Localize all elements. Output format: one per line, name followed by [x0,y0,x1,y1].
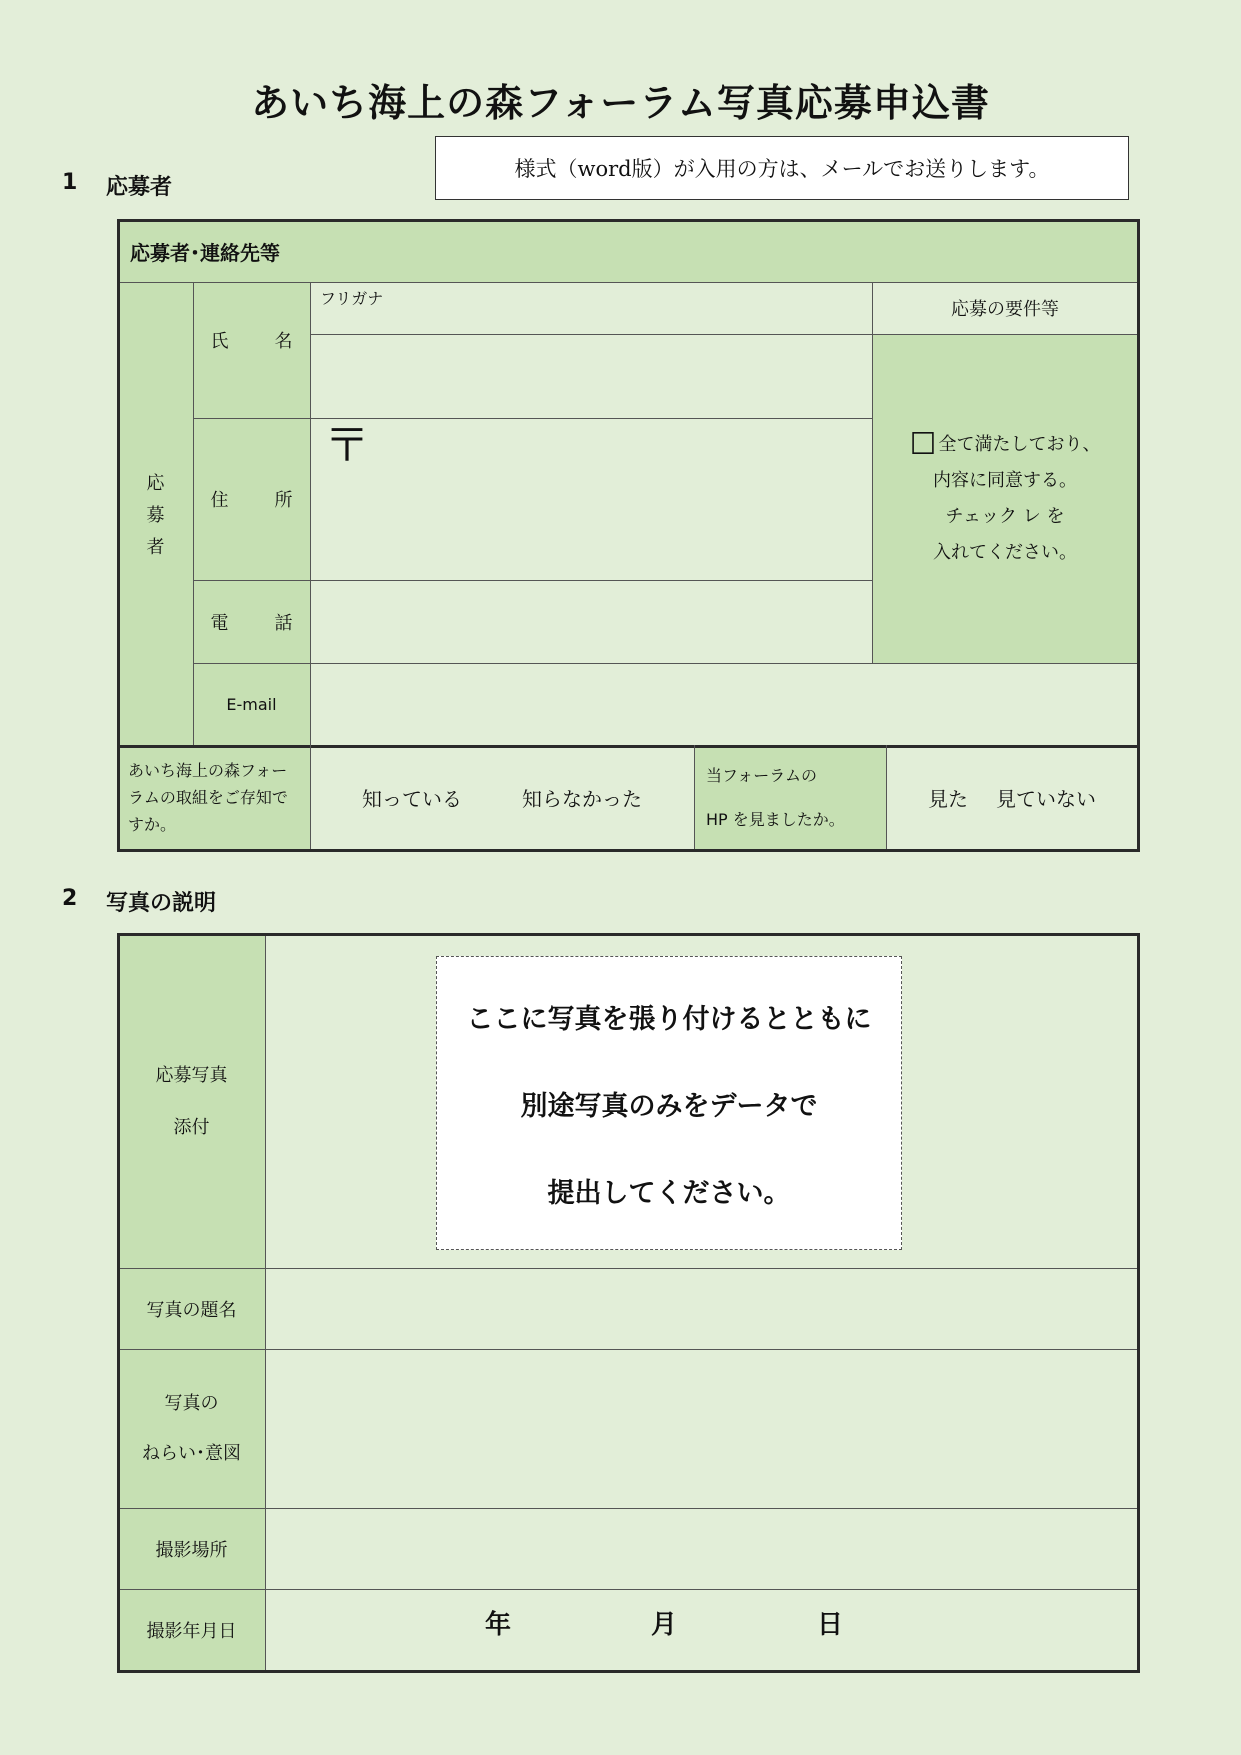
photo-intent-label: 写真の ねらい･意図 [118,1349,265,1508]
furigana-label: フリガナ [320,289,384,308]
postal-mark: 〒 [324,418,370,472]
photo-attach-label: 応募写真 添付 [118,935,265,1268]
address-label: 住 所 [210,490,307,511]
option-aware[interactable]: 知っている [362,787,462,811]
photo-instruction-line-3: 提出してください。 [547,1177,791,1209]
email-label: E-mail [226,694,277,714]
photo-title-label: 写真の題名 [146,1299,237,1321]
consent-checkbox[interactable]: ☐ [909,426,937,462]
requirements-header: 応募の要件等 [951,299,1059,320]
photo-instruction-line-2: 別途写真のみをデータで [520,1090,818,1122]
option-not-aware[interactable]: 知らなかった [522,787,642,811]
option-not-seen[interactable]: 見ていない [996,787,1096,811]
section-1-heading: 応募者 [106,175,173,200]
word-format-note: 様式（word版）が入用の方は、メールでお送りします。 [435,136,1129,200]
section-2-number: 2 [62,886,78,911]
phone-label: 電 話 [210,612,307,634]
page-title: あいち海上の森フォーラム写真応募申込書 [251,81,990,125]
section-2-heading: 写真の説明 [106,891,217,916]
date-day-unit: 日 [817,1610,844,1640]
applicant-side-label: 応 募 者 [118,282,193,745]
name-label: 氏 名 [210,331,307,352]
awareness-question: あいち海上の森フォーラムの取組をご存知ですか。 [128,761,288,834]
date-year-unit: 年 [485,1610,512,1640]
requirements-cell: ☐ 全て満たしており、 内容に同意する。 チェック レ を 入れてください。 [872,334,1138,663]
hp-question: 当フォーラムの HP を見ましたか。 [694,745,886,850]
shoot-date-label: 撮影年月日 [146,1621,237,1642]
section-1-number: 1 [62,170,78,195]
date-month-unit: 月 [651,1610,678,1640]
photo-instruction-line-1: ここに写真を張り付けるとともに [466,1003,872,1035]
applicant-contact-header: 応募者･連絡先等 [130,240,280,265]
location-label: 撮影場所 [155,1539,228,1561]
option-seen[interactable]: 見た [928,787,968,811]
